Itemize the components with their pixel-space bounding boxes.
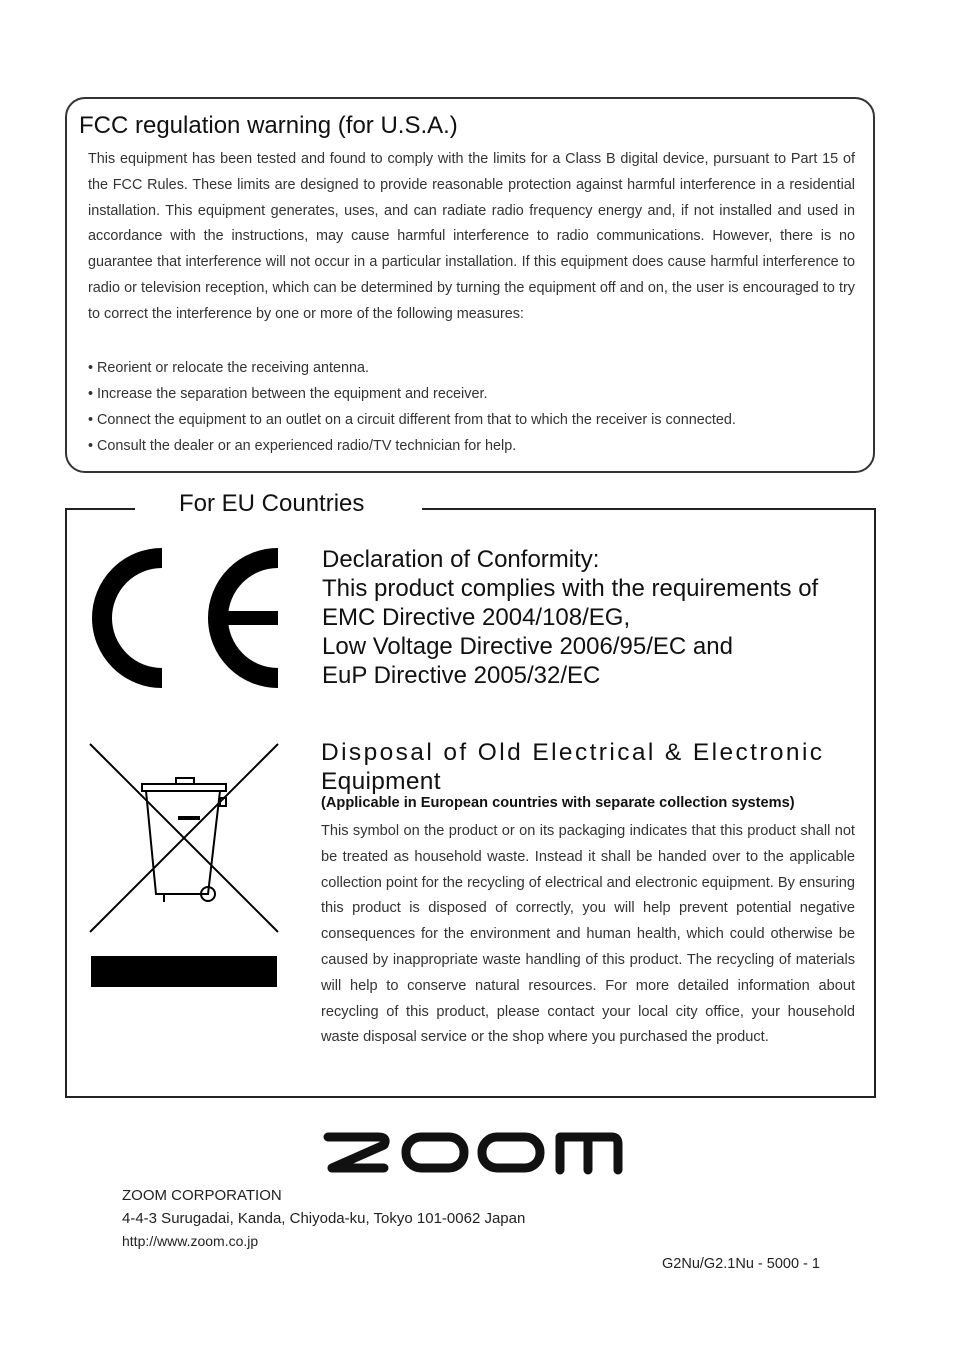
ce-mark-icon [86, 548, 282, 688]
company-address-block [122, 1184, 525, 1253]
declaration-line: EuP Directive 2005/32/EC [322, 662, 601, 689]
document-code: G2Nu/G2.1Nu - 5000 - 1 [662, 1256, 820, 1272]
disposal-title-line: Disposal of Old Electrical & Electronic [321, 739, 825, 766]
fcc-title: FCC regulation warning (for U.S.A.) [79, 112, 458, 139]
disposal-title [321, 738, 856, 796]
company-name: ZOOM CORPORATION [122, 1187, 282, 1204]
disposal-subtitle: (Applicable in European countries with separate collection systems) [321, 795, 795, 811]
declaration-line: Declaration of Conformity: [322, 546, 600, 573]
list-item: • Reorient or relocate the receiving antenna. [88, 360, 370, 376]
fcc-body-text: This equipment has been tested and found to comply with the limits for a Class B digital device, pursuant to Part 15 of the FCC Rules. These limits are designed to provide reasonable protection against harmful interference in a residential installation. This equipment generates, uses, and can radiate radio frequency energy and, if not installed and used in accordance with the instructions, may cause harmful interference to radio communications. However, there is no guarantee that interference will not occur in a particular installation. If this equipment does cause harmful interference to radio or television reception, which can be determined by turning the equipment off and on, the user is encouraged to try to correct the interference by one or more of the following measures: [88, 151, 855, 322]
weee-crossed-bin-icon [88, 742, 280, 988]
disposal-body-text: This symbol on the product or on its packaging indicates that this product shall not be treated as household waste. Instead it shall be handed over to the applicable collection point for the recycling of electrical and electronic equipment. By ensuring this product is disposed of correctly, you will help prevent potential negative consequences for the environment and human health, which could otherwise be caused by inappropriate waste handling of this product. The recycling of materials will help to conserve natural resources. For more detailed information about recycling of this product, please contact your local city office, your household waste disposal service or the shop where you purchased the product. [321, 823, 855, 1046]
declaration-line: Low Voltage Directive 2006/95/EC and [322, 633, 733, 660]
list-item: • Increase the separation between the equipment and receiver. [88, 386, 488, 402]
disposal-title-line: Equipment [321, 768, 441, 795]
company-url: http://www.zoom.co.jp [122, 1233, 259, 1249]
declaration-line: EMC Directive 2004/108/EG, [322, 604, 631, 631]
declaration-of-conformity [322, 545, 867, 690]
list-item: • Connect the equipment to an outlet on a circuit different from that to which the receiver is connected. [88, 412, 736, 428]
zoom-logo [322, 1130, 624, 1176]
declaration-line: This product complies with the requirements of [322, 575, 819, 602]
company-address: 4-4-3 Surugadai, Kanda, Chiyoda-ku, Tokyo 101-0062 Japan [122, 1210, 526, 1227]
eu-section-title: For EU Countries [179, 490, 365, 517]
list-item: • Consult the dealer or an experienced radio/TV technician for help. [88, 438, 517, 454]
fcc-measures-list [88, 355, 855, 459]
